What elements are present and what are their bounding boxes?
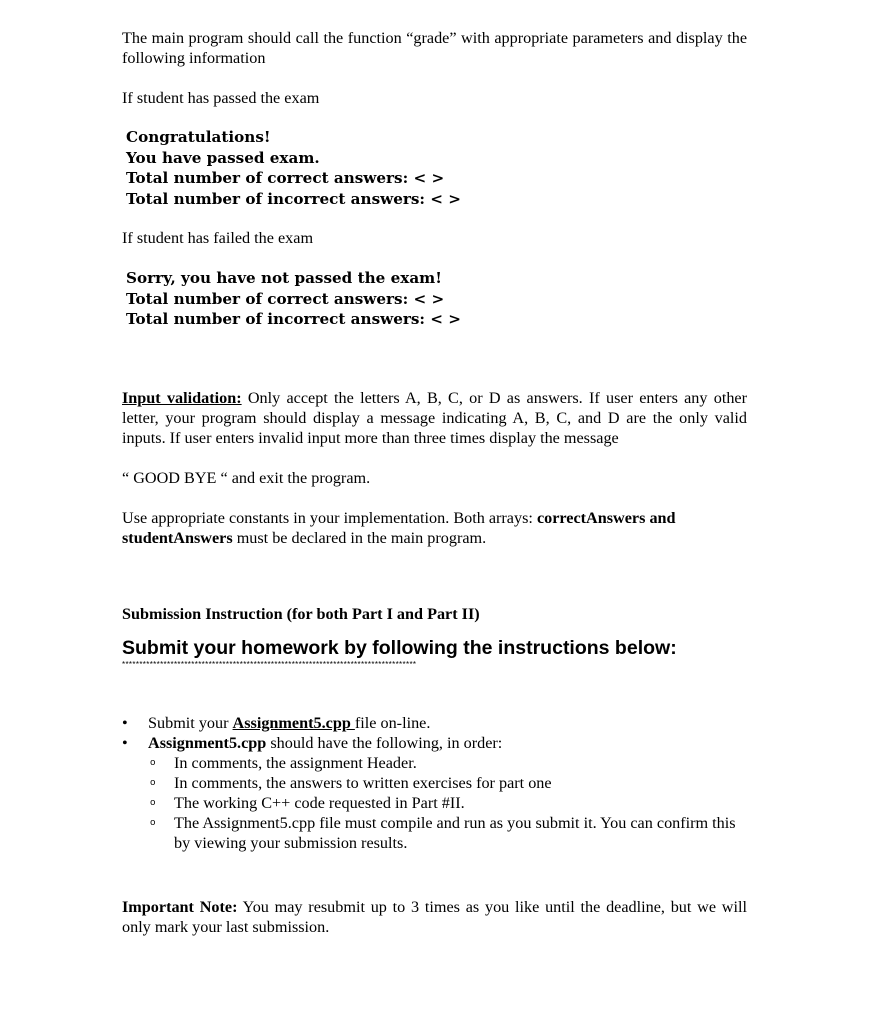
list-item-submit <box>122 713 747 733</box>
goodbye-paragraph: “ GOOD BYE “ and exit the program. <box>122 468 371 487</box>
sub-item-text: The Assignment5.cpp file must compile and run as you submit it. You can confirm this by viewing your submission results. <box>174 813 736 852</box>
intro-paragraph: The main program should call the function “grade” with appropriate parameters and display the following information <box>122 29 747 67</box>
passed-message-block <box>122 127 747 209</box>
bullet-icon: • <box>122 713 128 732</box>
passed-line-congrats: Congratulations! <box>126 128 271 146</box>
constants-paragraph <box>122 508 747 548</box>
failed-message-block <box>122 268 747 330</box>
list-item-contents <box>122 733 747 753</box>
passed-condition: If student has passed the exam <box>122 89 320 107</box>
submit-text-after: file on-line. <box>354 713 431 732</box>
bullet-icon: • <box>122 733 128 752</box>
failed-condition: If student has failed the exam <box>122 229 314 247</box>
constants-text-before: Use appropriate constants in your implementation. Both arrays: <box>122 508 537 527</box>
failed-line-incorrect: Total number of incorrect answers: < > <box>126 310 462 328</box>
important-note-paragraph <box>122 897 747 937</box>
array-correct-answers: correctAnswers and <box>536 508 676 527</box>
passed-line-correct: Total number of correct answers: < > <box>126 169 445 187</box>
sub-item-compile <box>122 813 747 853</box>
circle-bullet-icon: o <box>150 797 156 808</box>
failed-line-sorry: Sorry, you have not passed the exam! <box>126 269 442 287</box>
constants-text-after: must be declared in the main program. <box>232 528 487 547</box>
failed-line-correct: Total number of correct answers: < > <box>126 289 445 308</box>
circle-bullet-icon: o <box>150 777 156 788</box>
submission-list <box>122 713 747 753</box>
array-student-answers: studentAnswers <box>122 528 233 547</box>
important-note-text: You may resubmit up to 3 times as you like until the deadline, but we will only mark your last submission. <box>122 897 747 936</box>
assignment-file-link[interactable]: Assignment5.cpp <box>232 713 355 732</box>
circle-bullet-icon: o <box>150 817 156 828</box>
sub-item-answers <box>122 773 747 793</box>
submission-title: Submission Instruction (for both Part I and Part II) <box>122 604 480 623</box>
sub-item-code <box>122 793 747 813</box>
passed-line-passed: You have passed exam. <box>126 148 320 167</box>
circle-bullet-icon: o <box>150 757 156 768</box>
submission-heading: Submit your homework by following the instructions below: <box>122 636 677 659</box>
passed-line-incorrect: Total number of incorrect answers: < > <box>126 189 462 208</box>
submit-text-before: Submit your <box>148 713 233 732</box>
sub-item-text: The working C++ code requested in Part #II. <box>174 793 465 812</box>
input-validation-paragraph <box>122 388 747 448</box>
contents-sub-list <box>122 753 747 853</box>
sub-item-text: In comments, the answers to written exercises for part one <box>174 773 552 792</box>
assignment-file-name: Assignment5.cpp <box>148 733 267 752</box>
stars-divider: ************************************************************************************* <box>122 660 417 669</box>
sub-item-text: In comments, the assignment Header. <box>174 753 417 772</box>
input-validation-label: Input validation: <box>122 388 242 407</box>
contents-text-after: should have the following, in order: <box>266 733 503 752</box>
document-page <box>122 28 747 937</box>
important-note-label: Important Note: <box>122 897 238 916</box>
sub-item-header <box>122 753 747 773</box>
input-validation-text: Only accept the letters A, B, C, or D as answers. If user enters any other letter, your program should display a message indicating A, B, C, and D are the only valid inputs. If user enters invalid input more than three times display the message <box>122 388 747 447</box>
